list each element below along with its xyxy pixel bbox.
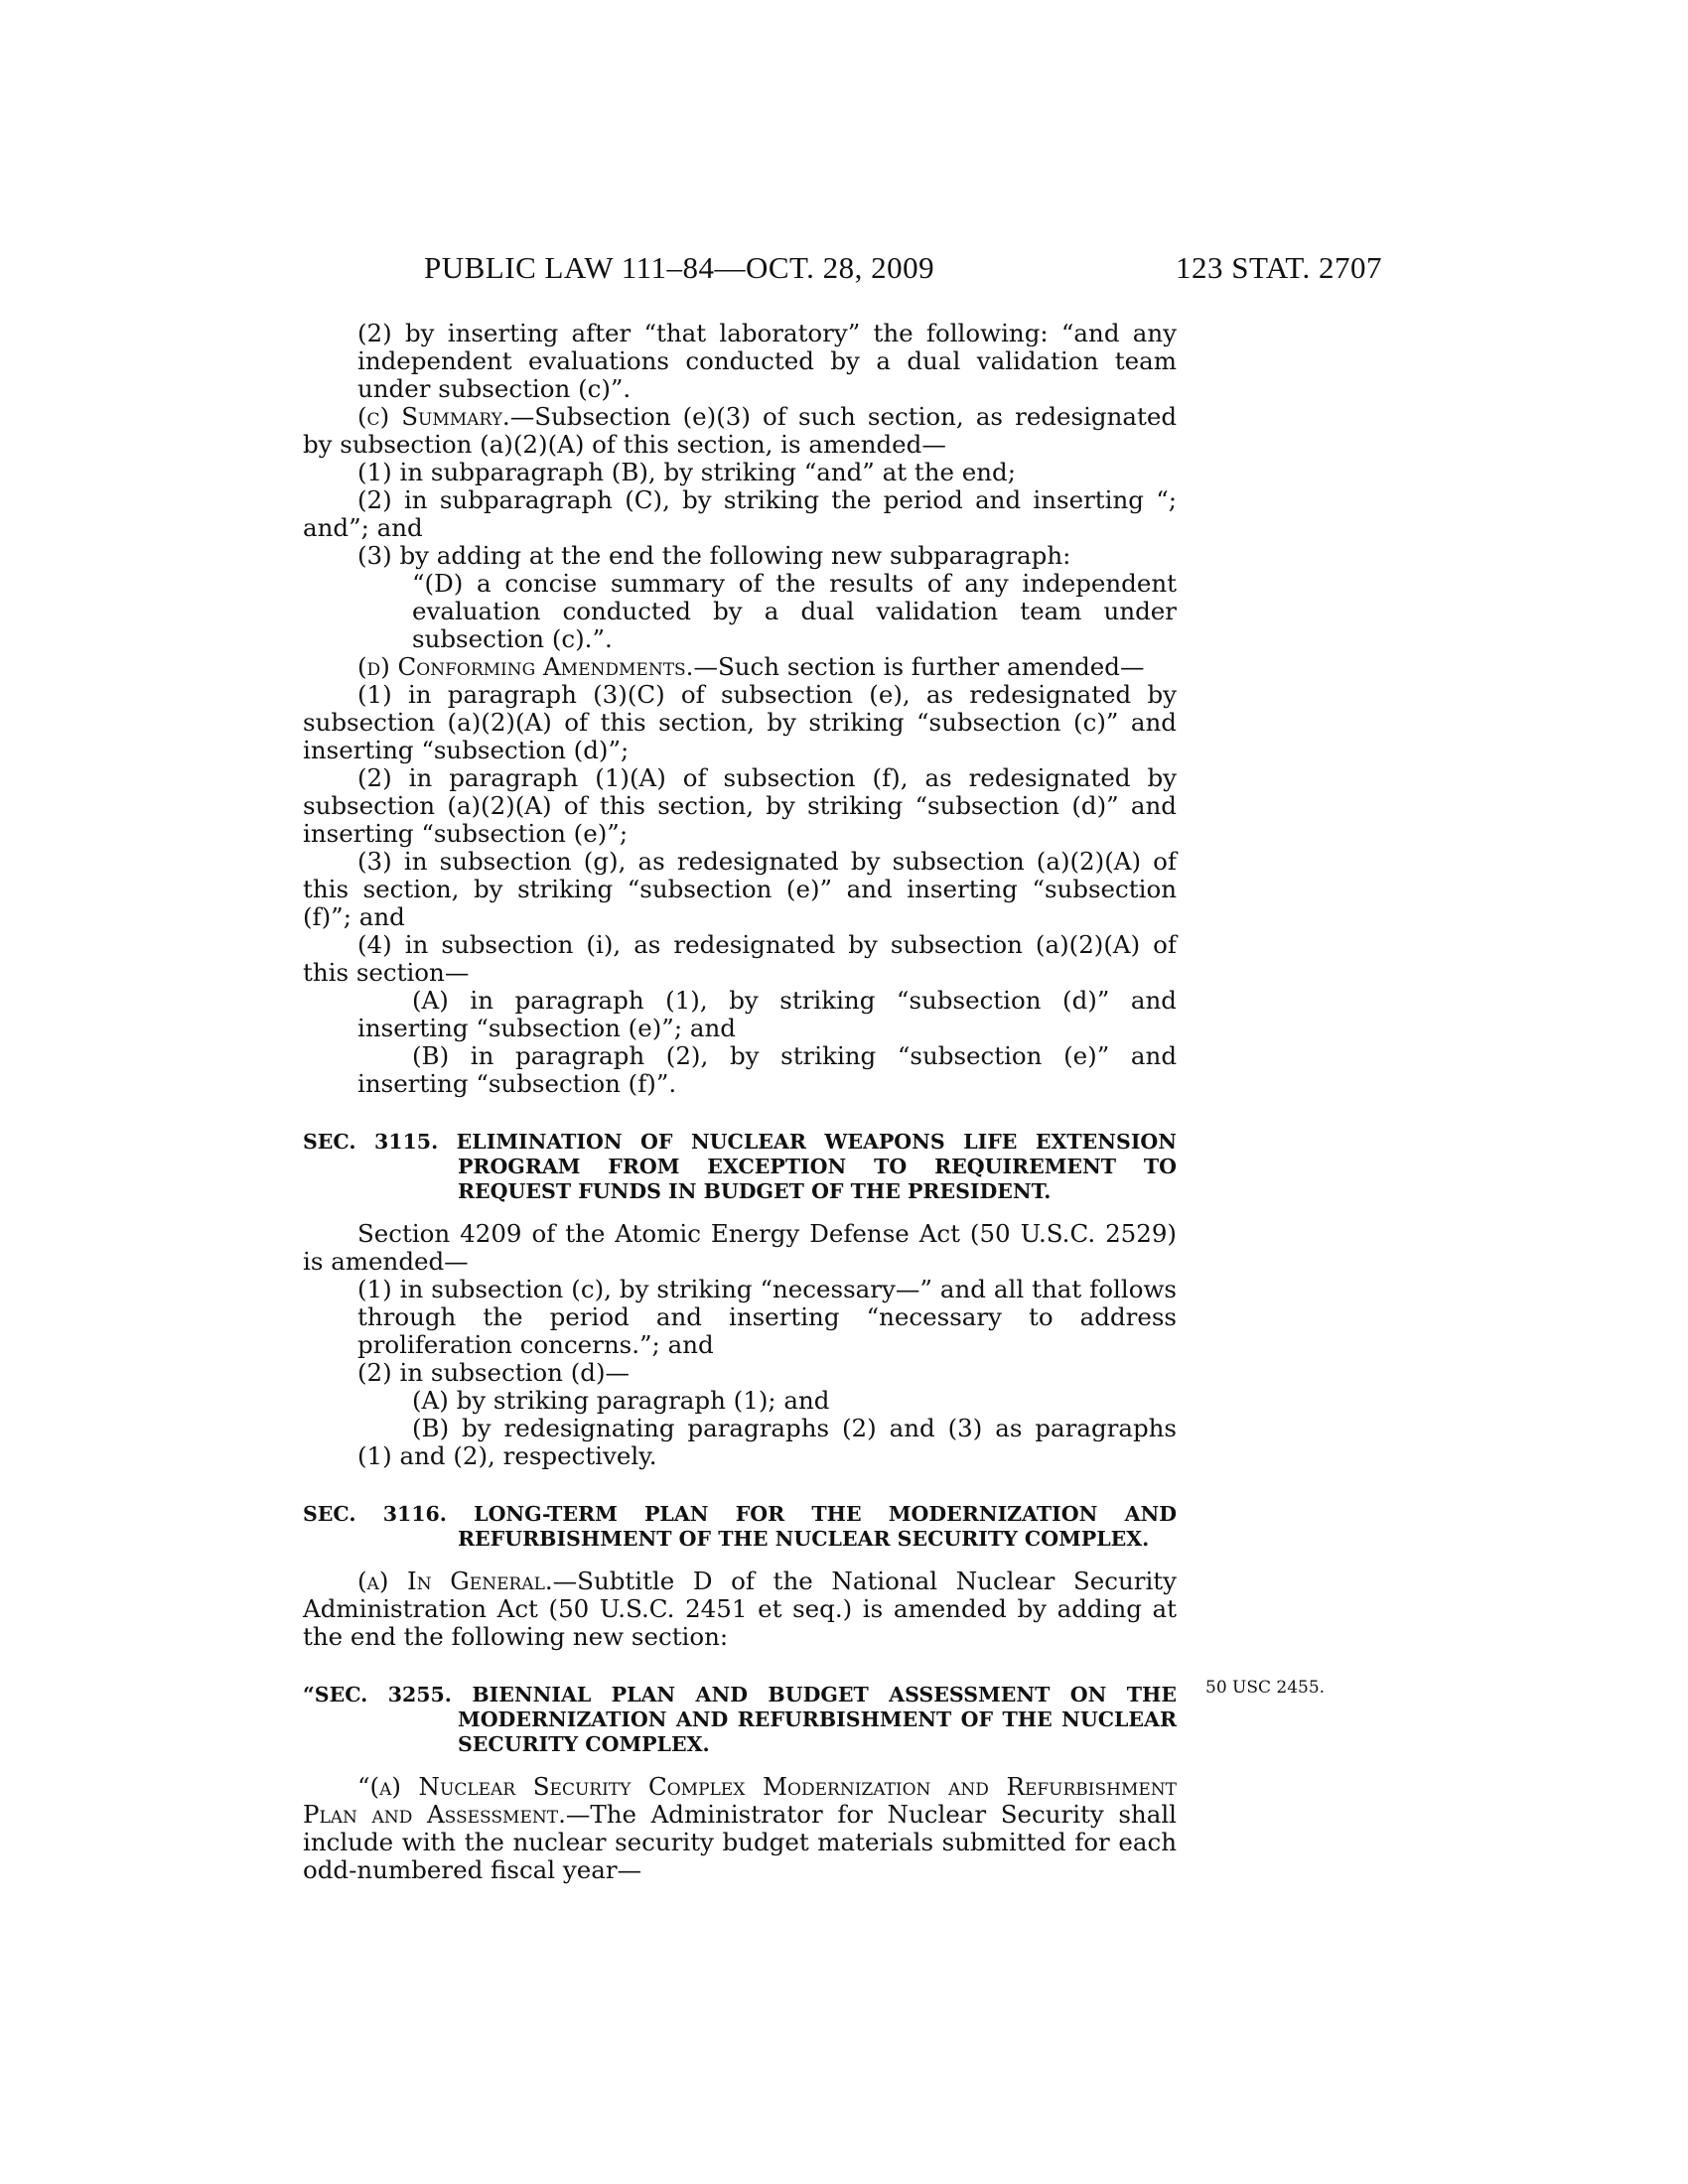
section-3255-subsection-a-heading: “(a) Nuclear Security Complex Modernization and Refurbishment Plan and Assessment. — [303, 1772, 1177, 1829]
section-3115-clause-1: (1) in subsection (c), by striking “necessary—” and all that follows through the period and inserting “necessary to address proliferation concerns.”; and — [357, 1275, 1177, 1359]
conforming-clause-4: (4) in subsection (i), as redesignated by subsection (a)(2)(A) of this section— — [303, 930, 1177, 987]
section-3255-subsection-a — [303, 1773, 1177, 1884]
conforming-subclause-a: (A) in paragraph (1), by striking “subsection (d)” and inserting “subsection (e)”; and — [357, 986, 1177, 1042]
subsection-d-heading: (d) Conforming Amendments. — [357, 652, 694, 681]
section-3255-heading: “SEC. 3255. BIENNIAL PLAN AND BUDGET ASSESSMENT ON THE MODERNIZATION AND REFURBISHMENT OF THE NUCLEAR SECURITY COMPLEX. — [303, 1683, 1177, 1756]
statute-page-number: 123 STAT. 2707 — [1175, 250, 1382, 285]
subsection-c-heading: (c) Summary. — [357, 402, 510, 431]
section-3116-subsection-a-text: —Subtitle D of the National Nuclear Security Administration Act (50 U.S.C. 2451 et seq.) is amended by adding at the end the following new section: — [303, 1567, 1177, 1651]
page-header — [298, 250, 1382, 290]
section-3255-subsection-a-text: —The Administrator for Nuclear Security shall include with the nuclear security budget materials submitted for each odd-numbered fiscal year— — [303, 1800, 1177, 1884]
quoted-subparagraph-d: “(D) a concise summary of the results of any independent evaluation conducted by a dual validation team under subsection (c).”. — [412, 569, 1177, 653]
conforming-clause-2: (2) in paragraph (1)(A) of subsection (f), as redesignated by subsection (a)(2)(A) of this section, by striking “subsection (d)” and inserting “subsection (e)”; — [303, 763, 1177, 848]
subsection-c-summary — [303, 403, 1177, 459]
paragraph-2-inserting: (2) by inserting after “that laboratory” the following: “and any independent evaluations conducted by a dual validation team under subsection (c)”. — [357, 319, 1177, 403]
section-3115-subclause-a: (A) by striking paragraph (1); and — [412, 1386, 830, 1415]
clause-3-new-subparagraph: (3) by adding at the end the following new subparagraph: — [357, 541, 1071, 570]
usc-margin-citation: 50 USC 2455. — [1205, 1678, 1326, 1698]
subsection-c-text: —Subsection (e)(3) of such section, as redesignated by subsection (a)(2)(A) of this section, is amended— — [303, 402, 1178, 459]
section-3116-subsection-a — [303, 1568, 1177, 1651]
section-3115-intro: Section 4209 of the Atomic Energy Defense Act (50 U.S.C. 2529) is amended— — [303, 1219, 1177, 1276]
section-3115-clause-2: (2) in subsection (d)— — [357, 1358, 631, 1387]
public-law-citation: PUBLIC LAW 111–84—OCT. 28, 2009 — [424, 250, 935, 285]
law-body-text — [303, 320, 1177, 1884]
section-3115-heading: SEC. 3115. ELIMINATION OF NUCLEAR WEAPONS LIFE EXTENSION PROGRAM FROM EXCEPTION TO REQUIREMENT TO REQUEST FUNDS IN BUDGET OF THE PRESIDENT. — [303, 1130, 1177, 1203]
subsection-d-text: —Such section is further amended— — [693, 652, 1145, 681]
subsection-d-conforming — [303, 653, 1177, 681]
clause-1-subparagraph-b: (1) in subparagraph (B), by striking “and” at the end; — [357, 458, 1016, 486]
conforming-clause-3: (3) in subsection (g), as redesignated by subsection (a)(2)(A) of this section, by striking “subsection (e)” and inserting “subsection (f)”; and — [303, 847, 1177, 931]
section-3116-subsection-a-heading: (a) In General. — [357, 1567, 553, 1595]
clause-2-subparagraph-c: (2) in subparagraph (C), by striking the period and inserting “; and”; and — [303, 485, 1177, 542]
section-3116-heading: SEC. 3116. LONG-TERM PLAN FOR THE MODERNIZATION AND REFURBISHMENT OF THE NUCLEAR SECURITY COMPLEX. — [303, 1502, 1177, 1551]
conforming-subclause-b: (B) in paragraph (2), by striking “subsection (e)” and inserting “subsection (f)”. — [357, 1041, 1177, 1098]
conforming-clause-1: (1) in paragraph (3)(C) of subsection (e), as redesignated by subsection (a)(2)(A) of this section, by striking “subsection (c)” and inserting “subsection (d)”; — [303, 680, 1177, 764]
section-3115-subclause-b: (B) by redesignating paragraphs (2) and (3) as paragraphs (1) and (2), respectively. — [357, 1414, 1177, 1470]
